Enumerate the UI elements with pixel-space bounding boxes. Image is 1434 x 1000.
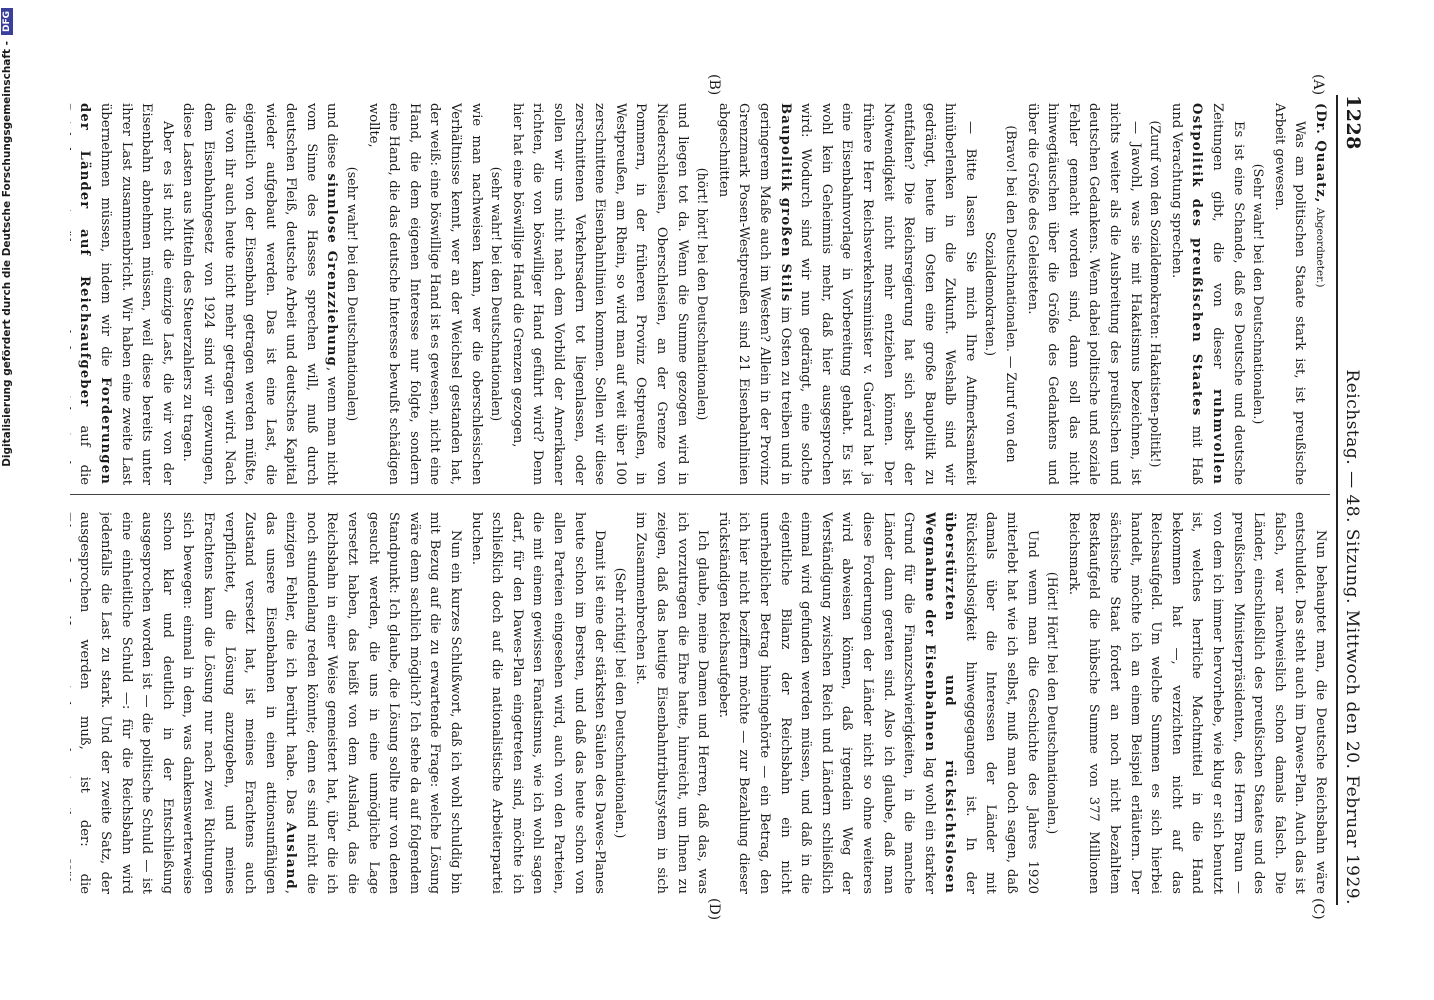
paragraph: Damit ist eine der stärksten Säulen des Dawes-Planes heute schon im Bersten, und daß das heute schon von allen Parteien eingesehen wird, auch von den Parteien, die mit einem gewissen Fanatismus, wie ich wohl sagen darf, für den Dawes-Plan eingetreten sind, möchte ich schließlich doch auf die nationalistische Arbeiterpartei buchen. (468, 512, 608, 894)
paragraph: Was am politischen Staate stark ist, ist preußische Arbeit gewesen. (1271, 103, 1308, 485)
emphasis: überstürzten und rücksichtslosen Wegnahme der Eisenbahnen (921, 512, 958, 894)
interjection: (Sehr richtig! bei den Deutschnationalen.) (612, 567, 628, 839)
digitization-credit (0, 0, 14, 1000)
emphasis: Baupolitik großen Stils (777, 103, 793, 303)
page-header (1342, 95, 1368, 905)
emphasis: Ausland (283, 822, 299, 890)
credit-text: Digitalisierung gefördert durch die Deutsche Forschungsgemeinschaft - (1, 41, 13, 467)
margin-mark-d: (D) (706, 898, 722, 921)
paragraph: Aber es ist nicht die einzige Last, die wir von der Eisenbahn abnehmen müssen, weil diese bereits unter ihrer Last zusammenbricht. Wir haben eine zweite Last übernehmen müssen, indem wir die Forderungen der Länder auf Reichsaufgeber auf die (77, 103, 175, 485)
speaker-name: (Dr. Quaatz, (1313, 103, 1328, 204)
speaker-role: Abgeordneter.) (1314, 207, 1326, 288)
margin-mark-a: (A) (1310, 74, 1326, 96)
paragraph: Ich glaube, meine Damen und Herren, daß das, was ich vorzutragen die Ehre hatte, hinreicht, um Ihnen zu zeigen, daß das heutige Eisenbahntributsystem in sich im Zusammenbrechen ist. (633, 512, 711, 894)
paragraph: — Jawohl, was sie mit Hakatismus bezeichnen, ist nichts weiter als die Ausbreitung des preußischen und deutschen Gedankens. Wenn dabei politische und soziale Fehler gemacht worden sind, dann soll das nicht hinwegtäuschen über die Größe des Gedankens und über die Größe des Geleisteten. (1024, 103, 1143, 485)
left-column (70, 103, 1330, 485)
margin-mark-c: (C) (1310, 898, 1326, 920)
emphasis (70, 512, 72, 659)
margin-mark-b: (B) (706, 74, 722, 96)
right-column (70, 512, 1330, 894)
interjection: (sehr wahr! bei den Deutschnationalen) (345, 166, 361, 422)
paragraph: Es ist eine Schande, daß es Deutsche und deutsche Zeitungen gibt, die von dieser ruhmvollen Ostpolitik des preußischen Staates mit Haß und Verachtung sprechen. (1168, 103, 1246, 485)
emphasis: Forderungen der Länder auf Reichsaufgeber (77, 103, 113, 485)
paragraph: Nun ein kurzes Schlußwort, daß ich wohl schuldig bin mit Bezug auf die zu erwartende Frage: welche Lösung wäre denn sachlich möglich? Ich stehe da auf folgendem Standpunkt: Ich glaube, die Lösung sollte nur von denen gesucht werden, die uns in eine unmögliche Lage versetzt haben, das heißt von dem Ausland, das die Reichsbahn in einer Weise gemeistert hat, über die ich noch stundenlang reden könnte; denn es sind nicht die einzigen Fehler, die ich berührt habe. Das Ausland, das unsere Eisenbahnen in einen attionsunfähigen Zustand versetzt hat, ist meines Erachtens auch verpflichtet, die Lösung anzugeben, und meines Erachtens kann die Lösung nur nach zwei Richtungen sich bewegen: einmal in dem, was dankenswerterweise schon klar und deutlich in der Entschließung ausgesprochen worden ist — die politische Schuld — ist eine einheitliche Schuld —: für die Reichsbahn wird jedenfalls die Last zu stark. Und der zweite Satz, der ausgesprochen werden muß, ist der: die (70, 512, 465, 894)
interjection: (Zuruf von den Sozialdemokraten: Hakatisten-politik!) (1148, 120, 1164, 468)
emphasis: sinnlose Grenzziehung (324, 173, 340, 367)
footer-strip (0, 0, 14, 1000)
speaker-line (1309, 103, 1330, 485)
interjection: (hört! hört! bei den Deutschnationalen) (695, 167, 711, 421)
interjection: (Bravo! bei den Deutschnationalen. — Zuruf von den Sozialdemokraten.) (983, 125, 1020, 463)
interjection: (sehr wahr! bei den Deutschnationalen) (489, 166, 505, 422)
paragraph: Nun behauptet man, die Deutsche Reichsbahn wäre entschuldet. Das steht auch im Dawes-Plan. Auch das ist falsch, war nachweislich schon damals falsch. Die Länder, einschließlich des preußischen Staates und des preußischen Ministerpräsidenten, des Herrn Braun — von dem ich immer hervorhebe, wie klug er sich benutzt ist, welches herrliche Machtmittel in die Hand bekommen hat —, verzichten nicht auf das Reichsaufgeld. Um welche Summen es sich hierbei handelt, möchte ich an einem Beispiel erläutern. Der sächsische Staat fordert an noch nicht bezahltem Restkaufgeld die hübsche Summe von 377 Millionen Reichsmark. (1065, 512, 1328, 894)
paragraph: — Bitte lassen Sie mich Ihre Aufmerksamkeit hinüberlenken in die Zukunft. Weshalb sind wir gedrängt, heute im Osten eine große Baupolitik zu entfalten? Die Reichsregierung hat sich selbst der Notwendigkeit nicht mehr entziehen können. Der frühere Herr Reichsverkehrsminister v. Guérard hat ja eine Eisenbahnvorlage in Vorbereitung gehabt. Es ist wohl kein Geheimnis mehr, daß hier ausgesprochen wird: Wodurch sind wir nun gedrängt, eine solche Baupolitik großen Stils im Osten zu treiben und in geringerem Maße auch im Westen? Allein in der Provinz Grenzmark Posen-Westpreußen sind 21 Eisenbahnlinien abgeschnitten (715, 103, 978, 485)
paragraph: und diese sinnlose Grenzziehung, wenn man nicht vom Sinne des Hasses sprechen will, muß durch deutschen Fleiß, deutsche Arbeit und deutsches Kapital wieder aufgebaut werden. Das ist eine Last, die eigentlich von der Eisenbahn getragen werden müßte, die von ihr auch heute nicht mehr getragen wird. Nach dem Eisenbahngesetz von 1924 sind wir gezwungen, diese Lasten aus Mitteln des Steuerzahlers zu tragen. (180, 103, 340, 485)
header-rule (1336, 95, 1338, 905)
dfg-logo: DFG (1, 8, 13, 35)
interjection: (Sehr wahr! bei den Deutschnationalen.) (1251, 163, 1267, 425)
page-number: 1228 (1342, 95, 1364, 150)
column-divider (70, 494, 1330, 495)
interjection: (Hört! Hört! bei den Deutschnationalen.) (1045, 571, 1061, 835)
emphasis: ruhmvollen Ostpolitik des preußischen Staates (1189, 103, 1226, 485)
paragraph: Und wenn man die Geschichte des Jahres 1920 miterlebt hat wie ich selbst, muß man doch sagen, daß damals über die Interessen der Länder mit Rücksichtslosigkeit hinweggegangen ist. In der überstürzten und rücksichtslosen Wegnahme der Eisenbahnen lag wohl ein starker Grund für die Finanzschwierigkeiten, in die manche Länder dann geraten sind. Also ich glaube, daß man diese Forderungen der Länder nicht so ohne weiteres wird abweisen können, daß irgendein Weg der Verständigung zwischen Reich und Ländern schließlich einmal wird gefunden werden müssen, und daß in die eigentliche Bilanz der Reichsbahn ein nicht unerheblicher Betrag hineingehörte — ein Betrag, den ich hier nicht beziffern möchte — zur Bezahlung dieser rückständigen Reichsaufgeber. (715, 512, 1040, 894)
paragraph: wie man nachweisen kann, wer die oberschlesischen Verhältnisse kennt, wer an der Weichsel gestanden hat, der weiß: eine böswillige Hand ist es gewesen, nicht eine Hand, die dem eigenen Interesse nur folgte, sondern eine Hand, die das deutsche Interesse bewußt schädigen wollte, (365, 103, 484, 485)
header-title: Reichstag. — 48. Sitzung. Mittwoch den 20. Februar 1929. (1342, 369, 1362, 905)
paragraph: und liegen tot da. Wenn die Summe gezogen wird in Niederschlesien, Oberschlesien, an der Grenze von Pommern, in der früheren Provinz Ostpreußen, in Westpreußen, am Rhein, so wird man auf weit über 100 zerschnittene Eisenbahnlinien kommen. Sollen wir diese zerschnittenen Verkehrsadern tot liegenlassen, oder sollen wir uns nicht nach dem Vorbild der Amerikaner richten, die von böswilliger Hand geführt wird? Denn hier hat eine böswillige Hand die Grenzen gezogen, (509, 103, 690, 485)
